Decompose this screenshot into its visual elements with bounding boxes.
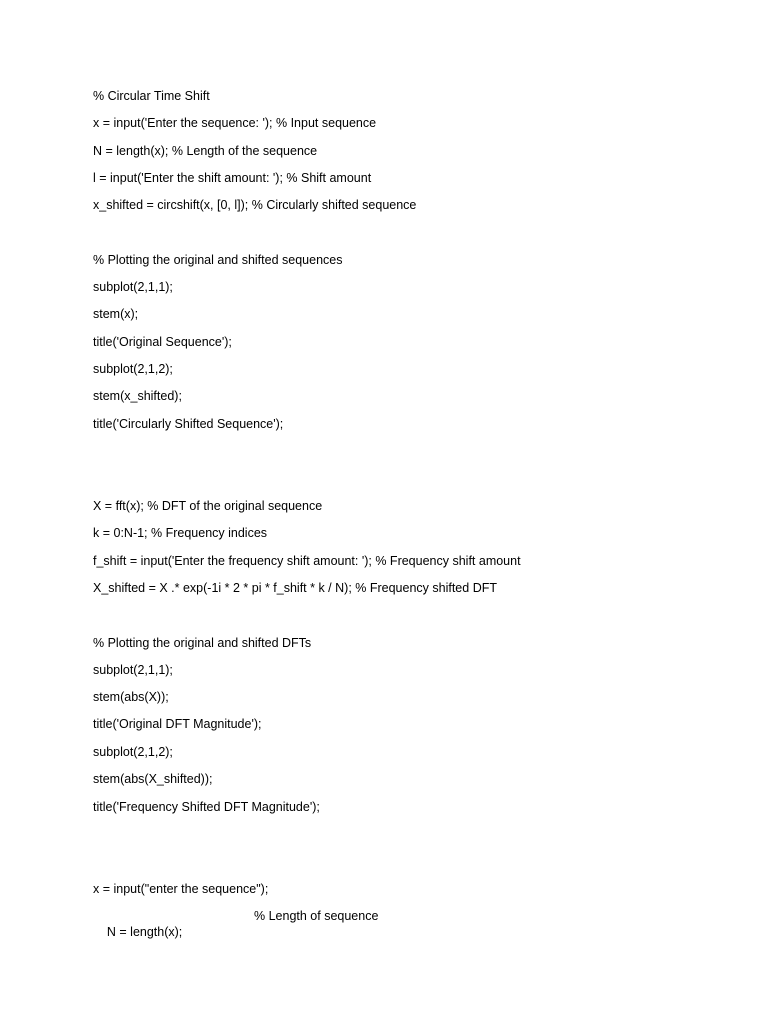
- code-line: subplot(2,1,1);: [93, 663, 173, 677]
- code-line: % Plotting the original and shifted DFTs: [93, 636, 312, 650]
- code-line: stem(abs(X_shifted));: [93, 772, 213, 786]
- code-line: stem(x);: [93, 307, 139, 321]
- code-line: l = input('Enter the shift amount: '); % Shift amount: [93, 171, 372, 185]
- code-line: f_shift = input('Enter the frequency shift amount: '); % Frequency shift amount: [93, 554, 521, 568]
- code-line: title('Circularly Shifted Sequence');: [93, 417, 284, 431]
- code-line: X_shifted = X .* exp(-1i * 2 * pi * f_shift * k / N); % Frequency shifted DFT: [93, 581, 497, 595]
- code-line: x_shifted = circshift(x, [0, l]); % Circularly shifted sequence: [93, 198, 417, 212]
- code-line: subplot(2,1,2);: [93, 745, 173, 759]
- code-line: subplot(2,1,1);: [93, 280, 173, 294]
- code-line: stem(x_shifted);: [93, 389, 182, 403]
- code-text: N = length(x);: [106, 925, 183, 939]
- code-line: X = fft(x); % DFT of the original sequence: [93, 499, 323, 513]
- code-line: N = length(x); % Length of the sequence: [93, 144, 318, 158]
- code-line: x = input('Enter the sequence: '); % Input sequence: [93, 116, 377, 130]
- code-line: % Circular Time Shift: [93, 89, 210, 103]
- code-line: stem(abs(X));: [93, 690, 169, 704]
- code-line: title('Original DFT Magnitude');: [93, 717, 262, 731]
- code-line: x = input("enter the sequence");: [93, 882, 269, 896]
- code-line: subplot(2,1,2);: [93, 362, 173, 376]
- code-line: title('Original Sequence');: [93, 335, 232, 349]
- code-line: % Plotting the original and shifted sequences: [93, 253, 343, 267]
- code-line: k = 0:N-1; % Frequency indices: [93, 526, 268, 540]
- code-comment: % Length of sequence: [254, 909, 379, 923]
- code-line: title('Frequency Shifted DFT Magnitude');: [93, 800, 320, 814]
- code-line: [93, 908, 379, 956]
